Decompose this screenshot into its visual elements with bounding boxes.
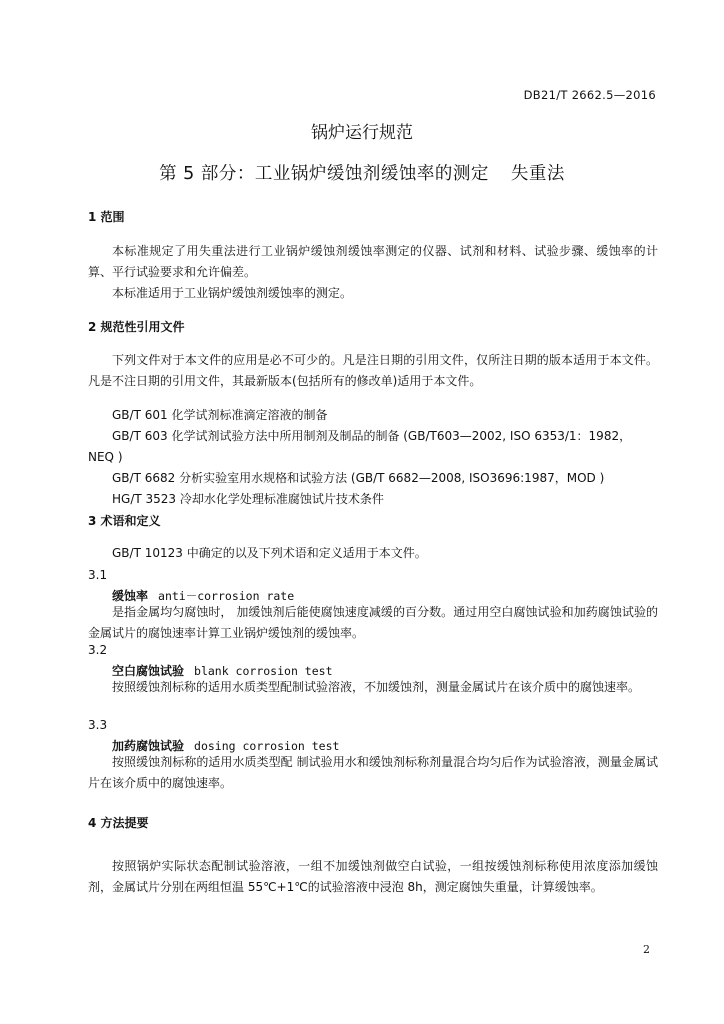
term-chinese: 加药腐蚀试验 xyxy=(112,739,185,753)
reference-item: GB/T 603 化学试剂试验方法中所用制剂及制品的制备 (GB/T603—2002, ISO 6353/1：1982， xyxy=(112,429,632,443)
term-definition: 按照缓蚀剂标称的适用水质类型配 制试验用水和缓蚀剂标称剂量混合均匀后作为试验溶液，测量金属试片在该介质中的腐蚀速率。 xyxy=(88,755,658,790)
reference-item: HG/T 3523 冷却水化学处理标准腐蚀试片技术条件 xyxy=(112,492,384,506)
subtitle-part: 第 5 部分：工业锅炉缓蚀剂缓蚀率的测定 xyxy=(159,164,489,184)
reference-list xyxy=(88,405,662,510)
subtitle-method: 失重法 xyxy=(510,164,565,184)
reference-item: GB/T 6682 分析实验室用水规格和试验方法 (GB/T 6682—2008, ISO3696:1987，MOD ) xyxy=(112,471,605,485)
term-number: 3.3 xyxy=(88,718,108,732)
section-1-paragraph-2: 本标准适用于工业锅炉缓蚀剂缓蚀率的测定。 xyxy=(112,286,353,300)
section-2-heading: 2 规范性引用文件 xyxy=(88,320,185,334)
reference-item-continuation: NEQ ) xyxy=(88,450,123,464)
section-4-heading: 4 方法提要 xyxy=(88,816,149,830)
term-chinese: 缓蚀率 xyxy=(112,589,149,603)
section-4-paragraph: 按照锅炉实际状态配制试验溶液，一组不加缓蚀剂做空白试验，一组按缓蚀剂标称使用浓度添加缓蚀剂，金属试片分别在两组恒温 55℃+1℃的试验溶液中浸泡 8h，测定腐蚀失重量，计算缓蚀率。 xyxy=(88,859,658,894)
document-subtitle xyxy=(0,160,724,185)
section-1-heading: 1 范围 xyxy=(88,210,125,224)
section-2-paragraph: 下列文件对于本文件的应用是必不可少的。凡是注日期的引用文件，仅所注日期的版本适用于本文件。凡是不注日期的引用文件，其最新版本(包括所有的修改单)适用于本文件。 xyxy=(88,353,658,388)
section-1-paragraph-1: 本标准规定了用失重法进行工业锅炉缓蚀剂缓蚀率测定的仪器、试剂和材料、试验步骤、缓蚀率的计算、平行试验要求和允许偏差。 xyxy=(88,244,658,279)
term-english: dosing corrosion test xyxy=(194,739,340,753)
term-definition: 按照缓蚀剂标称的适用水质类型配制试验溶液，不加缓蚀剂，测量金属试片在该介质中的腐蚀速率。 xyxy=(112,680,641,694)
standard-code: DB21/T 2662.5—2016 xyxy=(523,88,656,102)
document-title: 锅炉运行规范 xyxy=(311,123,413,143)
term-english: blank corrosion test xyxy=(194,664,333,678)
section-3-heading: 3 术语和定义 xyxy=(88,514,161,528)
term-number: 3.2 xyxy=(88,643,108,657)
reference-item: GB/T 601 化学试剂标准滴定溶液的制备 xyxy=(112,408,328,422)
term-definition: 是指金属均匀腐蚀时， 加缓蚀剂后能使腐蚀速度减缓的百分数。通过用空白腐蚀试验和加药腐蚀试验的金属试片的腐蚀速率计算工业锅炉缓蚀剂的缓蚀率。 xyxy=(88,605,658,640)
section-3-paragraph: GB/T 10123 中确定的以及下列术语和定义适用于本文件。 xyxy=(112,546,427,560)
term-chinese: 空白腐蚀试验 xyxy=(112,664,185,678)
term-english: anti－corrosion rate xyxy=(158,589,295,603)
page-number: 2 xyxy=(643,943,650,956)
term-number: 3.1 xyxy=(88,568,108,582)
